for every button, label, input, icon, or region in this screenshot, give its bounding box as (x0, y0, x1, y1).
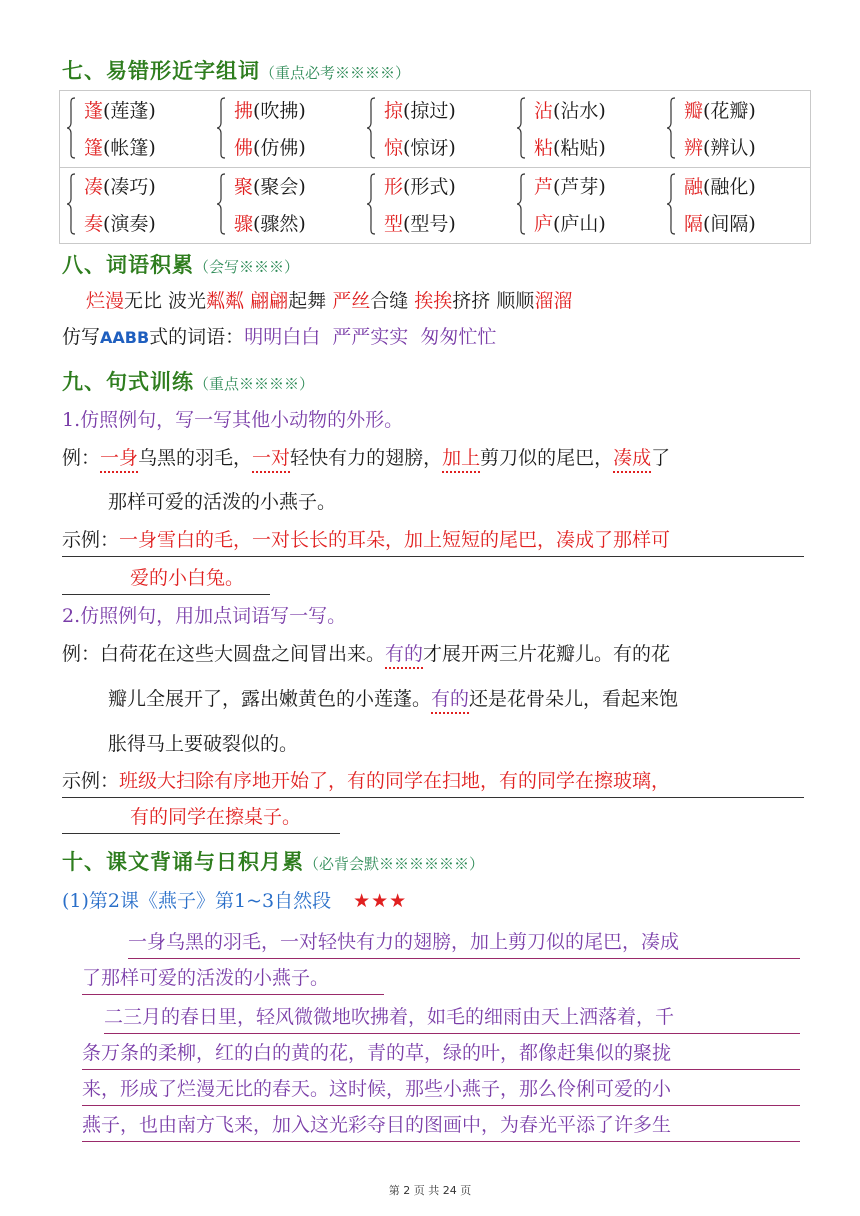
word: (骤然) (253, 213, 306, 235)
q2-example-line1 (62, 642, 670, 666)
char: 芦 (534, 176, 554, 198)
char-pair-cell (60, 91, 210, 167)
text: 了 (651, 447, 671, 469)
dotted-word: 一身 (100, 447, 139, 469)
word-segment: 挨挨 (414, 290, 453, 312)
dotted-word: 一对 (252, 447, 291, 469)
aabb-words: 明明白白 严严实实 匆匆忙忙 (244, 326, 497, 348)
char-pair-cell (60, 167, 210, 243)
word: (辨认) (703, 137, 756, 159)
dotted-word: 有的 (431, 688, 470, 710)
aabb-prefix: 仿写 (62, 326, 101, 348)
section-8-heading (62, 249, 299, 279)
dotted-word: 凑成 (613, 447, 652, 469)
section-9-heading (62, 366, 314, 396)
section-note: （必背会默※※※※※※） (304, 855, 485, 873)
brace-icon (666, 173, 676, 235)
section-10-heading (62, 846, 484, 876)
word: (仿佛) (253, 137, 306, 159)
char-pair-cell (210, 167, 360, 243)
brace-icon (66, 97, 76, 159)
char-entry (84, 209, 156, 236)
word-segment: 溜溜 (534, 290, 573, 312)
char: 聚 (234, 176, 254, 198)
passage-1-line2: 了那样可爱的活泼的小燕子。 (82, 966, 384, 995)
word-segment: 合缝 (370, 290, 415, 312)
word: (惊讶) (403, 137, 456, 159)
word: (形式) (403, 176, 456, 198)
char: 沾 (534, 100, 554, 122)
char-pair-cell (660, 167, 810, 243)
char-entry (234, 133, 306, 160)
word: (掠过) (403, 100, 456, 122)
word-segment: 无比 波光 (124, 290, 207, 312)
word-segment: 严丝 (332, 290, 371, 312)
q2-example-line3: 胀得马上要破裂似的。 (108, 733, 299, 755)
text: 轻快有力的翅膀， (290, 447, 443, 469)
char: 蓬 (84, 100, 104, 122)
char-entry (384, 96, 456, 123)
aabb-tag: AABB (100, 328, 150, 347)
char: 辨 (684, 137, 704, 159)
sample-label: 示例： (62, 770, 120, 792)
char: 型 (384, 213, 404, 235)
char: 骤 (234, 213, 254, 235)
question-2: 2.仿照例句，用加点词语写一写。 (62, 605, 347, 627)
word: (莲蓬) (103, 100, 156, 122)
word: (聚会) (253, 176, 306, 198)
stars-rating: ★★★ (353, 890, 408, 912)
char: 奏 (84, 213, 104, 235)
brace-icon (366, 173, 376, 235)
brace-icon (366, 97, 376, 159)
section-title: 九、句式训练 (62, 369, 194, 394)
brace-icon (216, 97, 226, 159)
text: 瓣儿全展开了，露出嫩黄色的小莲蓬。 (108, 688, 432, 710)
q1-example-text (100, 447, 670, 469)
char-entry (534, 172, 606, 199)
example-label: 例： (62, 643, 101, 665)
table-row (60, 167, 810, 243)
char-pair-cell (660, 91, 810, 167)
dotted-word: 有的 (385, 643, 424, 665)
char: 形 (384, 176, 404, 198)
q1-example-line1 (62, 446, 670, 470)
sample-label: 示例： (62, 529, 120, 551)
char-entry (534, 133, 606, 160)
char: 佛 (234, 137, 254, 159)
word: (型号) (403, 213, 456, 235)
word: (间隔) (703, 213, 756, 235)
brace-icon (516, 173, 526, 235)
char-pair-cell (360, 167, 510, 243)
char-entry (84, 96, 156, 123)
char-entry (234, 172, 306, 199)
text: 白荷花在这些大圆盘之间冒出来。 (100, 643, 386, 665)
char-entry (684, 209, 756, 236)
char: 融 (684, 176, 704, 198)
word: (芦芽) (553, 176, 606, 198)
char-entry (384, 172, 456, 199)
section-7-heading (62, 55, 410, 85)
word: (花瓣) (703, 100, 756, 122)
word: (帐篷) (103, 137, 156, 159)
char: 凑 (84, 176, 104, 198)
word-segment: 翩翩 (250, 290, 289, 312)
section-title: 十、课文背诵与日积月累 (62, 849, 304, 874)
char-entry (84, 133, 156, 160)
q2-example-line2 (108, 687, 678, 711)
char-entry (234, 209, 306, 236)
char-pair-cell (210, 91, 360, 167)
char: 隔 (684, 213, 704, 235)
word-segment: 粼粼 (206, 290, 245, 312)
aabb-suffix: 式的词语： (149, 326, 245, 348)
sample-line1: 一身雪白的毛，一对长长的耳朵，加上短短的尾巴，凑成了那样可 (119, 529, 671, 551)
passage-2-line2: 条万条的柔柳，红的白的黄的花，青的草，绿的叶，都像赶集似的聚拢 (82, 1041, 800, 1070)
char-pair-cell (510, 91, 660, 167)
word-segment: 起舞 (288, 290, 333, 312)
char: 惊 (384, 137, 404, 159)
text: 乌黑的羽毛， (138, 447, 253, 469)
passage-1-line1: 一身乌黑的羽毛，一对轻快有力的翅膀，加上剪刀似的尾巴，凑成 (128, 930, 800, 959)
q1-sample (62, 528, 804, 557)
brace-icon (666, 97, 676, 159)
passage-2-line4: 燕子，也由南方飞来，加入这光彩夺目的图画中，为春光平添了许多生 (82, 1113, 800, 1142)
word: (吹拂) (253, 100, 306, 122)
q2-sample-line2-wrap (62, 805, 340, 834)
char: 篷 (84, 137, 104, 159)
char-entry (684, 133, 756, 160)
section-note: （重点※※※※） (194, 375, 315, 393)
sample-line2: 爱的小白兔。 (130, 567, 245, 589)
word: (演奏) (103, 213, 156, 235)
brace-icon (516, 97, 526, 159)
char: 瓣 (684, 100, 704, 122)
char-entry (684, 96, 756, 123)
char: 庐 (534, 213, 554, 235)
aabb-line (62, 325, 496, 350)
sample-line1: 班级大扫除有序地开始了，有的同学在扫地，有的同学在擦玻璃， (119, 770, 671, 792)
table-row (60, 91, 810, 168)
word-accumulation-line (86, 289, 572, 313)
word-segment: 烂漫 (86, 290, 125, 312)
passage-2-line1: 二三月的春日里，轻风微微地吹拂着，如毛的细雨由天上洒落着，千 (104, 1005, 800, 1034)
example-label: 例： (62, 447, 101, 469)
word: (庐山) (553, 213, 606, 235)
char-pair-cell (360, 91, 510, 167)
passage-2-line3: 来，形成了烂漫无比的春天。这时候，那些小燕子，那么伶俐可爱的小 (82, 1077, 800, 1106)
brace-icon (66, 173, 76, 235)
word-segment: 挤挤 顺顺 (452, 290, 535, 312)
dotted-word: 加上 (442, 447, 481, 469)
question-1: 1.仿照例句，写一写其他小动物的外形。 (62, 409, 404, 431)
char: 拂 (234, 100, 254, 122)
char: 粘 (534, 137, 554, 159)
char-entry (234, 96, 306, 123)
item-title: (1)第2课《燕子》第1~3自然段 (62, 890, 332, 912)
word: (沾水) (553, 100, 606, 122)
q1-sample-line2-wrap (62, 566, 270, 595)
text: 剪刀似的尾巴， (480, 447, 614, 469)
recitation-item-1 (62, 889, 407, 913)
word: (粘贴) (553, 137, 606, 159)
word: (凑巧) (103, 176, 156, 198)
sample-line2: 有的同学在擦桌子。 (130, 806, 302, 828)
text: 还是花骨朵儿，看起来饱 (469, 688, 679, 710)
text: 才展开两三片花瓣儿。有的花 (423, 643, 671, 665)
page-footer: 第 2 页 共 24 页 (388, 1184, 472, 1197)
char-entry (384, 209, 456, 236)
brace-icon (216, 173, 226, 235)
section-note: （重点必考※※※※） (260, 64, 411, 82)
q2-sample-line1-wrap (62, 769, 804, 798)
similar-characters-table (59, 90, 811, 244)
char: 掠 (384, 100, 404, 122)
section-note: （会写※※※） (194, 258, 300, 276)
char-entry (384, 133, 456, 160)
word: (融化) (703, 176, 756, 198)
char-entry (84, 172, 156, 199)
char-entry (534, 209, 606, 236)
section-title: 七、易错形近字组词 (62, 58, 260, 83)
char-entry (684, 172, 756, 199)
char-pair-cell (510, 167, 660, 243)
section-title: 八、词语积累 (62, 252, 194, 277)
char-entry (534, 96, 606, 123)
q1-example-line2: 那样可爱的活泼的小燕子。 (108, 491, 337, 513)
